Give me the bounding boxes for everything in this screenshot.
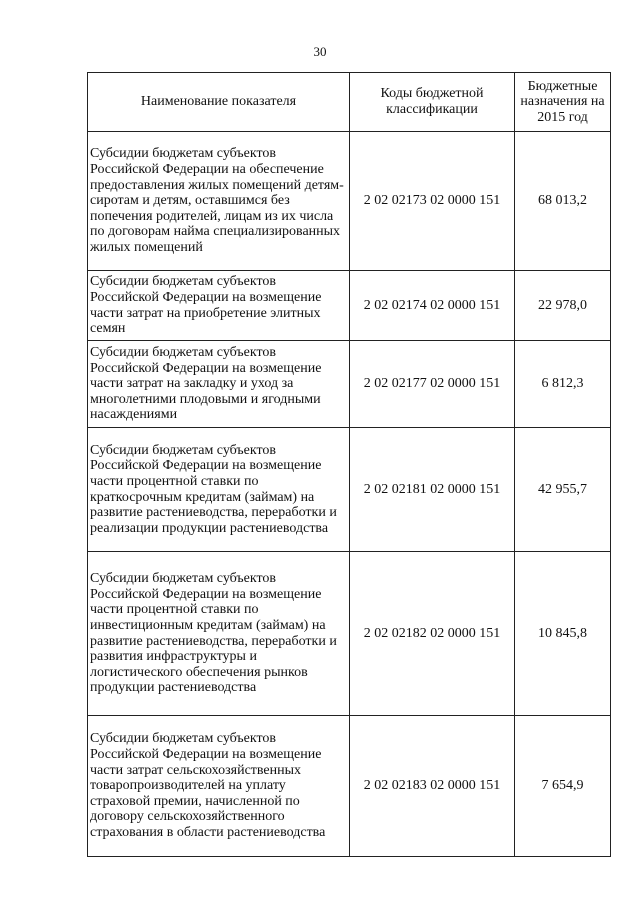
header-code: Коды бюджетной классификации (350, 73, 515, 132)
row-amount: 42 955,7 (515, 428, 611, 552)
row-name: Субсидии бюджетам субъектов Российской Федерации на возмещение части процентной ставки по краткосрочным кредитам (займам) на развитие растениеводства, переработки и реализации продукции растениеводства (88, 428, 350, 552)
row-name: Субсидии бюджетам субъектов Российской Федерации на возмещение части процентной ставки по инвестиционным кредитам (займам) на развитие растениеводства, переработки и развития инфраструктуры и логистического обеспечения рынков продукции растениеводства (88, 552, 350, 716)
row-name: Субсидии бюджетам субъектов Российской Федерации на возмещение части затрат на закладку и уход за многолетними плодовыми и ягодными насаждениями (88, 341, 350, 428)
row-name: Субсидии бюджетам субъектов Российской Федерации на возмещение части затрат на приобретение элитных семян (88, 271, 350, 341)
table-row (88, 428, 611, 552)
row-amount: 7 654,9 (515, 716, 611, 857)
budget-table (87, 72, 611, 857)
row-code: 2 02 02181 02 0000 151 (350, 428, 515, 552)
row-amount: 22 978,0 (515, 271, 611, 341)
row-code: 2 02 02174 02 0000 151 (350, 271, 515, 341)
row-name: Субсидии бюджетам субъектов Российской Федерации на обеспечение предоставления жилых помещений детям-сиротам и детям, оставшимся без попечения родителей, лицам из их числа по договорам найма специализированных жилых помещений (88, 132, 350, 271)
table-row (88, 552, 611, 716)
header-name: Наименование показателя (88, 73, 350, 132)
row-code: 2 02 02177 02 0000 151 (350, 341, 515, 428)
table-row (88, 341, 611, 428)
row-code: 2 02 02183 02 0000 151 (350, 716, 515, 857)
row-amount: 6 812,3 (515, 341, 611, 428)
table-row (88, 132, 611, 271)
row-amount: 10 845,8 (515, 552, 611, 716)
table-row (88, 716, 611, 857)
table-row (88, 271, 611, 341)
row-amount: 68 013,2 (515, 132, 611, 271)
header-amount: Бюджетные назначения на 2015 год (515, 73, 611, 132)
page-number: 30 (313, 44, 327, 59)
table-header-row (88, 73, 611, 132)
row-code: 2 02 02173 02 0000 151 (350, 132, 515, 271)
row-name: Субсидии бюджетам субъектов Российской Федерации на возмещение части затрат сельскохозяйственных товаропроизводителей на уплату страховой премии, начисленной по договору сельскохозяйственного страхования в области растениеводства (88, 716, 350, 857)
row-code: 2 02 02182 02 0000 151 (350, 552, 515, 716)
